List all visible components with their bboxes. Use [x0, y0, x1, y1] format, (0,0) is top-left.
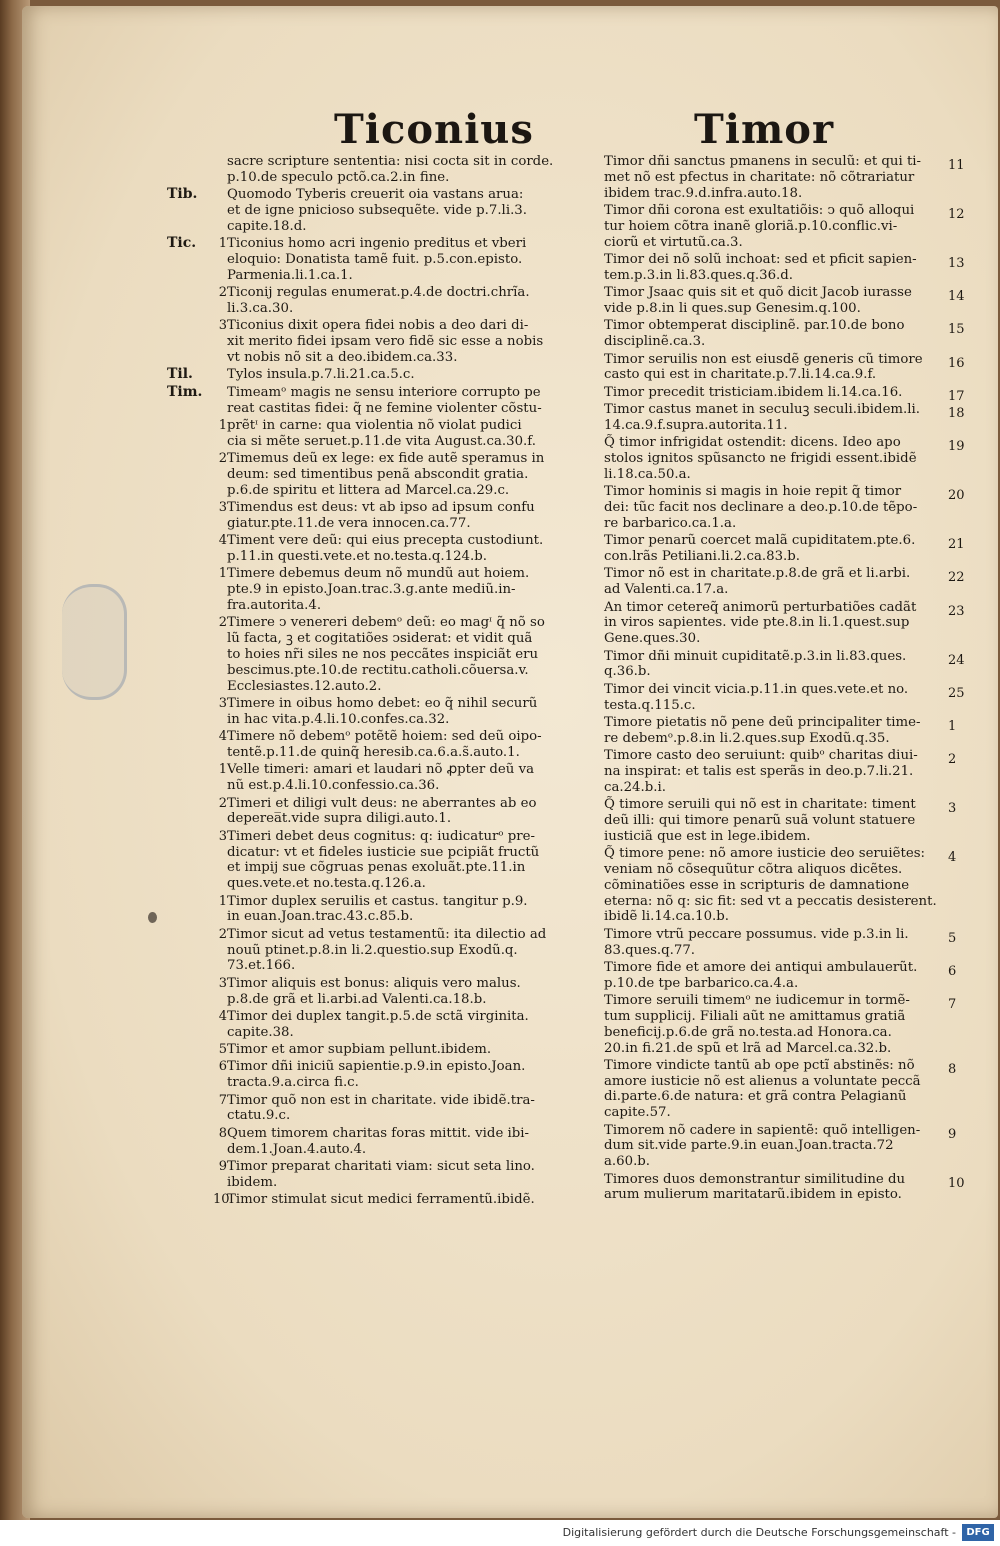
entry-text: Timorem nõ cadere in sapientẽ: quõ intelligen- dum sit.vide parte.9.in euan.Joan.tracta.72 a.60.b. [604, 1122, 921, 1170]
right-heading: Timor [694, 106, 835, 153]
entry-number: 1 [218, 236, 227, 252]
entry-number: 1 [218, 893, 227, 909]
index-entry [167, 285, 599, 317]
entry-number: 2 [218, 615, 227, 631]
entry-text: Timeri et diligi vult deus: ne aberrantes ab eo deperea̅t.vide supra diligi.auto.1. [227, 795, 537, 827]
index-entry [582, 993, 982, 1056]
running-headings [22, 106, 998, 156]
index-entry [167, 367, 599, 383]
entry-text: Ticonius homo acri ingenio preditus et vberi eloquio: Donatista tamẽ fuit. p.5.con.episto. Parmenia.li.1.ca.1. [227, 236, 527, 283]
entry-number: 9 [948, 1126, 957, 1142]
digitization-credit: Digitalisierung gefördert durch die Deutsche Forschungsgemeinschaft - [562, 1526, 956, 1539]
entry-number: 6 [218, 1059, 227, 1075]
entry-number: 24 [948, 652, 965, 668]
entry-text: Timor stimulat sicut medici ferramentũ.ibidẽ. [227, 1192, 535, 1208]
entry-number: 23 [948, 603, 965, 619]
entry-text: Timere ↄ venereri debemᵒ deũ: eo magᶦ q̃ nõ so lũ facta, ꝫ et cogitatiões ↄsiderat: et vidit quã to hoies nr̃i siles ne nos peccãtes inspiciãt eru bescimus.pte.10.de rectitu.catholi.cõuersa.v. Ecclesiastes.12.auto.2. [227, 615, 545, 694]
left-column [167, 154, 599, 1210]
entry-text: Q̃ timor infrigidat ostendit: dicens. Ideo apo stolos ignitos spũsancto ne frigidi essent.ibidẽ li.18.ca.50.a. [604, 435, 917, 482]
index-entry [582, 566, 982, 598]
entry-text: Timore seruili timemᵒ ne iudicemur in tormẽ- tum supplicij. Filiali aũt ne amittamus gratiã beneficij.p.6.de grã no.testa.ad Honora.ca. 20.in fi.21.de spũ et lrã ad Marcel.ca.32.b. [604, 993, 910, 1056]
index-entry [167, 418, 599, 450]
index-entry [167, 500, 599, 532]
index-entry [582, 797, 982, 844]
entry-number: 2 [218, 285, 227, 301]
entry-text: Timor dei duplex tangit.p.5.de sctã virginita. capite.38. [227, 1008, 529, 1040]
entry-text: Q̃ timore pene: nõ amore iusticie deo seruiẽtes: veniam nõ cõsequũtur cõtra aliquos dicẽtes. cõminatiões esse in scripturis de damnatione eterna: nõ q: sic fit: sed vt a peccatis desisterent. ibidẽ li.14.ca.10.b. [604, 846, 937, 925]
index-entry [582, 533, 982, 565]
entry-number: 10 [948, 1175, 965, 1191]
entry-number: 6 [948, 963, 957, 979]
entry-number: 25 [948, 685, 965, 701]
index-entry [167, 1059, 599, 1091]
entry-number: 3 [218, 500, 227, 516]
index-entry [167, 318, 599, 365]
index-entry [167, 615, 599, 694]
index-entry [582, 682, 982, 714]
entry-number: 8 [948, 1061, 957, 1077]
index-entry [167, 187, 599, 234]
entry-number: 4 [218, 1008, 227, 1024]
index-entry [582, 402, 982, 434]
entry-number: 2 [948, 752, 957, 768]
index-entry [167, 1126, 599, 1158]
index-entry [582, 1058, 982, 1121]
index-entry [582, 1123, 982, 1170]
entry-text: Timor castus manet in seculuꝫ seculi.ibidem.li. 14.ca.9.f.supra.autorita.11. [604, 402, 920, 433]
entry-text: Timores duos demonstrantur similitudine du arum mulierum maritatarũ.ibidem in episto. [604, 1171, 906, 1203]
entry-text: sacre scripture sententia: nisi cocta sit in corde. p.10.de speculo pctõ.ca.2.in fine. [227, 154, 554, 185]
entry-number: 3 [218, 828, 227, 844]
entry-text: Timor dñi sanctus pmanens in seculũ: et qui ti- met nõ est pfectus in charitate: nõ cõtrariatur ibidem trac.9.d.infra.auto.18. [604, 154, 922, 201]
index-entry [582, 1172, 982, 1204]
entry-text: Quomodo Tyberis creuerit oia vastans arua: et de igne pnicioso subsequẽte. vide p.7.li.3. capite.18.d. [227, 187, 527, 234]
book-page [22, 6, 998, 1518]
entry-abbreviation: Til. [167, 366, 193, 383]
entry-number: 10 [213, 1192, 230, 1208]
index-entry [167, 762, 599, 794]
entry-text: Timor dñi corona est exultatiõis: ↄ quõ alloqui tur hoiem cõtra inanẽ gloriã.p.10.conflic.vi- ciorũ et virtutũ.ca.3. [604, 202, 915, 250]
entry-abbreviation: Tic. [167, 235, 197, 252]
entry-text: Timor aliquis est bonus: aliquis vero malus. p.8.de grã et li.arbi.ad Valenti.ca.18.b. [227, 975, 521, 1007]
index-entry [582, 318, 982, 350]
entry-text: Timendus est deus: vt ab ipso ad ipsum confu giatur.pte.11.de vera innocen.ca.77. [227, 500, 535, 531]
entry-number: 22 [948, 570, 965, 586]
index-entry [167, 1009, 599, 1041]
entry-number: 21 [948, 537, 965, 553]
entry-number: 3 [218, 975, 227, 991]
entry-number: 3 [218, 318, 227, 334]
entry-number: 7 [218, 1092, 227, 1108]
entry-text: Timor et amor supbiam pellunt.ibidem. [227, 1042, 492, 1058]
index-entry [167, 696, 599, 728]
entry-number: 13 [948, 255, 965, 271]
index-entry [582, 384, 982, 404]
index-entry [167, 829, 599, 892]
entry-number: 4 [218, 533, 227, 549]
paper-clip [62, 584, 127, 700]
index-entry [167, 894, 599, 926]
index-entry [582, 715, 982, 747]
entry-number: 14 [948, 289, 965, 305]
entry-text: Timor Jsaac quis sit et quõ dicit Jacob iurasse vide p.8.in li ques.sup Genesim.q.100. [604, 285, 912, 316]
dfg-logo: DFG [962, 1524, 994, 1541]
entry-text: Timor duplex seruilis et castus. tangitur p.9. in euan.Joan.trac.43.c.85.b. [227, 893, 528, 925]
entry-number: 9 [218, 1159, 227, 1175]
entry-text: Timore pietatis nõ pene deũ principaliter time- re debemᵒ.p.8.in li.2.ques.sup Exodũ.q.35. [604, 715, 921, 746]
index-entry [167, 566, 599, 613]
entry-text: Timore fide et amore dei antiqui ambulauerũt. p.10.de tpe barbarico.ca.4.a. [604, 959, 918, 991]
entry-text: Timor quõ non est in charitate. vide ibidẽ.tra- ctatu.9.c. [227, 1092, 535, 1124]
entry-text: Timore vindicte tantũ ab ope pctĩ abstinẽs: nõ amore iusticie nõ est alienus a voluntate peccã di.parte.6.de natura: et grã contra Pelagianũ capite.57. [604, 1057, 921, 1121]
index-entry [582, 960, 982, 992]
entry-number: 5 [948, 930, 957, 946]
entry-number: 3 [948, 801, 957, 817]
entry-text: Timor dei nõ solũ inchoat: sed et pficit sapien- tem.p.3.in li.83.ques.q.36.d. [604, 251, 917, 283]
entry-number: 2 [218, 926, 227, 942]
entry-text: An timor cetereq̃ animorũ perturbatiões cadãt in viros sapientes. vide pte.8.in li.1.quest.sup Gene.ques.30. [604, 599, 917, 647]
index-entry [582, 600, 982, 647]
entry-number: 3 [218, 696, 227, 712]
index-entry [582, 748, 982, 795]
entry-text: Timent vere deũ: qui eius precepta custodiunt. p.11.in questi.vete.et no.testa.q.124.b. [227, 533, 544, 565]
entry-number: 15 [948, 322, 965, 338]
entry-text: Q̃ timore seruili qui nõ est in charitate: timent deũ illi: qui timore penarũ suã volunt statuere iusticiã que est in lege.ibidem. [604, 797, 916, 844]
entry-number: 1 [218, 762, 227, 778]
entry-text: Timor seruilis non est eiusdẽ generis cũ timore casto qui est in charitate.p.7.li.14.ca.9.f. [604, 351, 923, 383]
footer-bar [0, 1520, 1000, 1546]
index-entry [167, 1042, 599, 1058]
left-heading: Ticonius [334, 106, 534, 153]
index-entry [167, 236, 599, 283]
index-entry [167, 154, 599, 186]
entry-number: 7 [948, 997, 957, 1013]
index-entry [582, 927, 982, 959]
index-entry [167, 451, 599, 498]
entry-number: 20 [948, 488, 965, 504]
entry-text: Timor hominis si magis in hoie repit q̃ timor dei: tũc facit nos declinare a deo.p.10.de tẽpo- re barbarico.ca.1.a. [604, 484, 918, 531]
entry-text: Timeamᵒ magis ne sensu interiore corrupto pe reat castitas fidei: q̃ ne femine violenter cõstu- [227, 384, 542, 416]
index-entry [167, 1093, 599, 1125]
entry-text: Timor sicut ad vetus testamentũ: ita dilectio ad nouũ ptinet.p.8.in li.2.questio.sup Exodũ.q. 73.et.166. [227, 926, 547, 974]
entry-text: Timor dñi iniciũ sapientie.p.9.in episto.Joan. tracta.9.a.circa fi.c. [227, 1059, 526, 1091]
entry-number: 2 [218, 451, 227, 467]
entry-text: Ticonij regulas enumerat.p.4.de doctri.chrĩa. li.3.ca.30. [227, 285, 530, 316]
index-entry [167, 927, 599, 974]
entry-number: 2 [218, 795, 227, 811]
index-entry [582, 203, 982, 250]
entry-text: Velle timeri: amari et laudari nõ ꝓpter deũ va nũ est.p.4.li.10.confessio.ca.36. [227, 762, 535, 794]
entry-text: Tylos insula.p.7.li.21.ca.5.c. [227, 367, 415, 383]
entry-text: Timor penarũ coercet malã cupiditatem.pte.6. con.lrãs Petiliani.li.2.ca.83.b. [604, 533, 916, 565]
index-entry [167, 976, 599, 1008]
index-entry [167, 1192, 599, 1208]
entry-number: 1 [218, 417, 227, 433]
index-entry [582, 649, 982, 681]
index-entry [582, 846, 982, 925]
entry-number: 1 [948, 719, 957, 734]
entry-number: 12 [948, 206, 965, 222]
entry-text: Timemus deũ ex lege: ex fide autẽ speramus in deum: sed timentibus penã abscondit gratia. p.6.de spiritu et littera ad Marcel.ca.29.c. [227, 451, 545, 498]
entry-number: 18 [948, 406, 965, 422]
entry-abbreviation: Tib. [167, 186, 198, 203]
index-entry [582, 154, 982, 201]
entry-text: Timor obtemperat disciplinẽ. par.10.de bono disciplinẽ.ca.3. [604, 318, 905, 350]
entry-number: 4 [948, 850, 957, 866]
index-entry [167, 1159, 599, 1191]
index-entry [582, 352, 982, 384]
entry-number: 11 [948, 158, 965, 173]
entry-text: Timeri debet deus cognitus: q: iudicaturᵒ pre- dicatur: vt et fideles iusticie sue pcipiãt fructũ et impij sue cõgruas penas exoluãt.pte.11.in ques.vete.et no.testa.q.126.a. [227, 828, 540, 892]
index-entry [582, 285, 982, 317]
entry-text: Timor preparat charitati viam: sicut seta lino. ibidem. [227, 1159, 535, 1190]
entry-number: 5 [218, 1042, 227, 1058]
index-entry [582, 435, 982, 482]
entry-text: Quem timorem charitas foras mittit. vide ibi- dem.1.Joan.4.auto.4. [227, 1125, 530, 1157]
entry-text: Timere in oibus homo debet: eo q̃ nihil securũ in hac vita.p.4.li.10.confes.ca.32. [227, 696, 538, 727]
entry-text: Timere debemus deum nõ mundũ aut hoiem. pte.9 in episto.Joan.trac.3.g.ante mediũ.in- fra.autorita.4. [227, 566, 530, 614]
index-entry [167, 729, 599, 761]
index-entry [167, 385, 599, 417]
entry-text: Timor dñi minuit cupiditatẽ.p.3.in li.83.ques. q.36.b. [604, 648, 907, 680]
index-entry [167, 796, 599, 828]
entry-number: 19 [948, 439, 965, 455]
entry-number: 1 [218, 566, 227, 582]
entry-number: 16 [948, 355, 965, 371]
entry-text: Timor nõ est in charitate.p.8.de grã et li.arbi. ad Valenti.ca.17.a. [604, 566, 911, 598]
index-entry [167, 533, 599, 565]
entry-abbreviation: Tim. [167, 383, 203, 400]
entry-text: Timor dei vincit vicia.p.11.in ques.vete.et no. testa.q.115.c. [604, 681, 909, 713]
wormhole-mark [148, 912, 157, 923]
entry-text: Ticonius dixit opera fidei nobis a deo dari di- xit merito fidei ipsam vero fidẽ sic esse a nobis vt nobis nõ sit a deo.ibidem.ca.33. [227, 318, 544, 365]
entry-text: Timor precedit tristiciam.ibidem li.14.ca.16. [604, 384, 903, 400]
entry-text: Timere nõ debemᵒ potẽtẽ hoiem: sed deũ oipo- tentẽ.p.11.de quinq̃ heresib.ca.6.a.s̃.auto.1. [227, 729, 542, 760]
right-column [582, 154, 982, 1205]
entry-text: prẽtᶦ in carne: qua violentia nõ violat pudici cia si mẽte seruet.p.11.de vita August.ca.30.f. [227, 417, 536, 449]
index-entry [582, 484, 982, 531]
entry-text: Timore vtrũ peccare possumus. vide p.3.in li. 83.ques.q.77. [604, 926, 909, 958]
entry-number: 8 [218, 1125, 227, 1141]
index-entry [582, 252, 982, 284]
entry-number: 4 [218, 729, 227, 745]
entry-number: 17 [948, 388, 965, 404]
entry-text: Timore casto deo seruiunt: quibᵒ charitas diui- na inspirat: et talis est sperãs in deo.p.7.li.21. ca.24.b.i. [604, 748, 918, 795]
